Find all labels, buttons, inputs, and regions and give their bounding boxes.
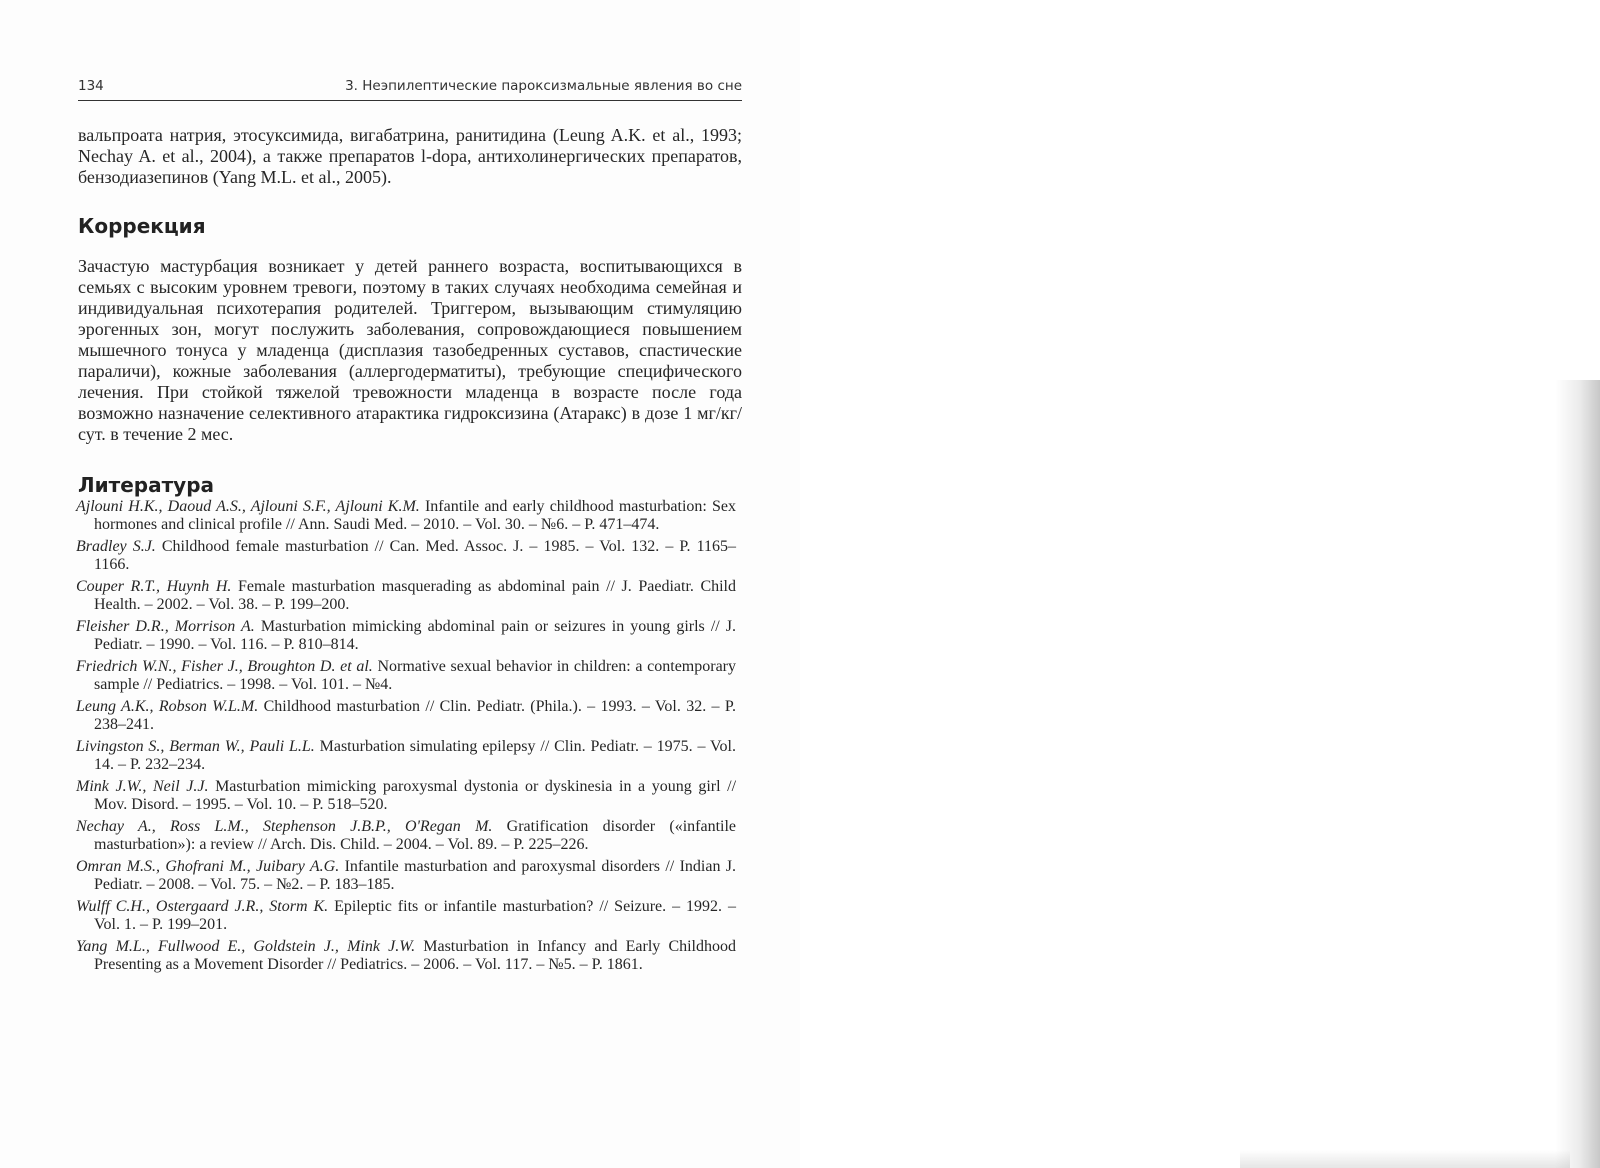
page-number: 134	[78, 78, 104, 94]
reference-authors: Mink J.W., Neil J.J.	[76, 778, 209, 795]
reference-text: Infantile and early childhood masturbation: Sex hormones and clinical profile // Ann. Saudi Med. – 2010. – Vol. 30. – №6. – P. 471–474.	[94, 498, 736, 533]
right-page-blank	[800, 0, 1600, 1168]
reference-item	[76, 738, 736, 773]
reference-list	[76, 498, 736, 978]
intro-paragraph: вальпроата натрия, этосуксимида, вигабатрина, ранитидина (Leung A.K. et al., 1993; Nechay A. et al., 2004), а также препаратов l-dopa, антихолинергических препаратов, бензодиазепинов (Yang M.L. et al., 2005).	[78, 125, 742, 187]
reference-text: Female masturbation masquerading as abdominal pain // J. Paediatr. Child Health. – 2002. – Vol. 38. – P. 199–200.	[94, 578, 737, 613]
reference-item	[76, 498, 736, 533]
reference-authors: Wulff C.H., Ostergaard J.R., Storm K.	[76, 898, 329, 915]
reference-item	[76, 818, 736, 853]
correction-paragraph: Зачастую мастурбация возникает у детей раннего возраста, воспитывающихся в семьях с высоким уровнем тревоги, поэтому в таких случаях необходима семейная и индивидуальная психотерапия родителей. Триггером, вызывающим стимуляцию эрогенных зон, могут послужить заболевания, сопровождающиеся повышением мышечного тонуса у младенца (дисплазия тазобедренных суставов, спастические параличи), кожные заболевания (аллергодерматиты), требующие специфического лечения. При стойкой тяжелой тревожности младенца в возрасте после года возможно назначение селективного атарактика гидроксизина (Атаракс) в дозе 1 мг/кг/сут. в течение 2 мес.	[78, 256, 742, 444]
reference-authors: Friedrich W.N., Fisher J., Broughton D. et al.	[76, 658, 373, 675]
reference-text: Epileptic fits or infantile masturbation? // Seizure. – 1992. – Vol. 1. – P. 199–201.	[94, 898, 737, 933]
reference-item	[76, 658, 736, 693]
reference-authors: Couper R.T., Huynh H.	[76, 578, 232, 595]
reference-text: Childhood female masturbation // Can. Med. Assoc. J. – 1985. – Vol. 132. – P. 1165–1166.	[94, 538, 737, 573]
running-header	[78, 74, 742, 101]
reference-text: Childhood masturbation // Clin. Pediatr. (Phila.). – 1993. – Vol. 32. – P. 238–241.	[94, 698, 736, 733]
reference-item	[76, 618, 736, 653]
reference-item	[76, 778, 736, 813]
reference-authors: Bradley S.J.	[76, 538, 156, 555]
reference-text: Masturbation simulating epilepsy // Clin. Pediatr. – 1975. – Vol. 14. – P. 232–234.	[94, 738, 736, 773]
running-title: 3. Неэпилептические пароксизмальные явления во сне	[345, 78, 742, 94]
reference-authors: Ajlouni H.K., Daoud A.S., Ajlouni S.F., Ajlouni K.M.	[76, 498, 420, 515]
reference-authors: Fleisher D.R., Morrison A.	[76, 618, 255, 635]
literature-heading: Литература	[78, 473, 215, 497]
reference-item	[76, 578, 736, 613]
reference-text: Infantile masturbation and paroxysmal disorders // Indian J. Pediatr. – 2008. – Vol. 75. – №2. – P. 183–185.	[94, 858, 737, 893]
reference-authors: Omran M.S., Ghofrani M., Juibary A.G.	[76, 858, 340, 875]
reference-item	[76, 538, 736, 573]
reference-item	[76, 938, 736, 973]
correction-heading: Коррекция	[78, 214, 206, 238]
reference-item	[76, 698, 736, 733]
page-bottom-edge-shadow	[1240, 1150, 1570, 1168]
reference-authors: Yang M.L., Fullwood E., Goldstein J., Mink J.W.	[76, 938, 416, 955]
reference-item	[76, 858, 736, 893]
reference-authors: Leung A.K., Robson W.L.M.	[76, 698, 259, 715]
reference-item	[76, 898, 736, 933]
reference-authors: Livingston S., Berman W., Pauli L.L.	[76, 738, 315, 755]
page-edge-shadow	[1555, 380, 1600, 1168]
reference-text: Masturbation mimicking paroxysmal dystonia or dyskinesia in a young girl // Mov. Disord. – 1995. – Vol. 10. – P. 518–520.	[94, 778, 737, 813]
reference-text: Normative sexual behavior in children: a contemporary sample // Pediatrics. – 1998. – Vol. 101. – №4.	[94, 658, 737, 693]
reference-text: Masturbation mimicking abdominal pain or seizures in young girls // J. Pediatr. – 1990. – Vol. 116. – P. 810–814.	[94, 618, 736, 653]
reference-authors: Nechay A., Ross L.M., Stephenson J.B.P., O'Regan M.	[76, 818, 493, 835]
reference-text: Gratification disorder («infantile masturbation»): a review // Arch. Dis. Child. – 2004. – Vol. 89. – P. 225–226.	[94, 818, 737, 853]
reference-text: Masturbation in Infancy and Early Childhood Presenting as a Movement Disorder // Pediatrics. – 2006. – Vol. 117. – №5. – P. 1861.	[94, 938, 737, 973]
